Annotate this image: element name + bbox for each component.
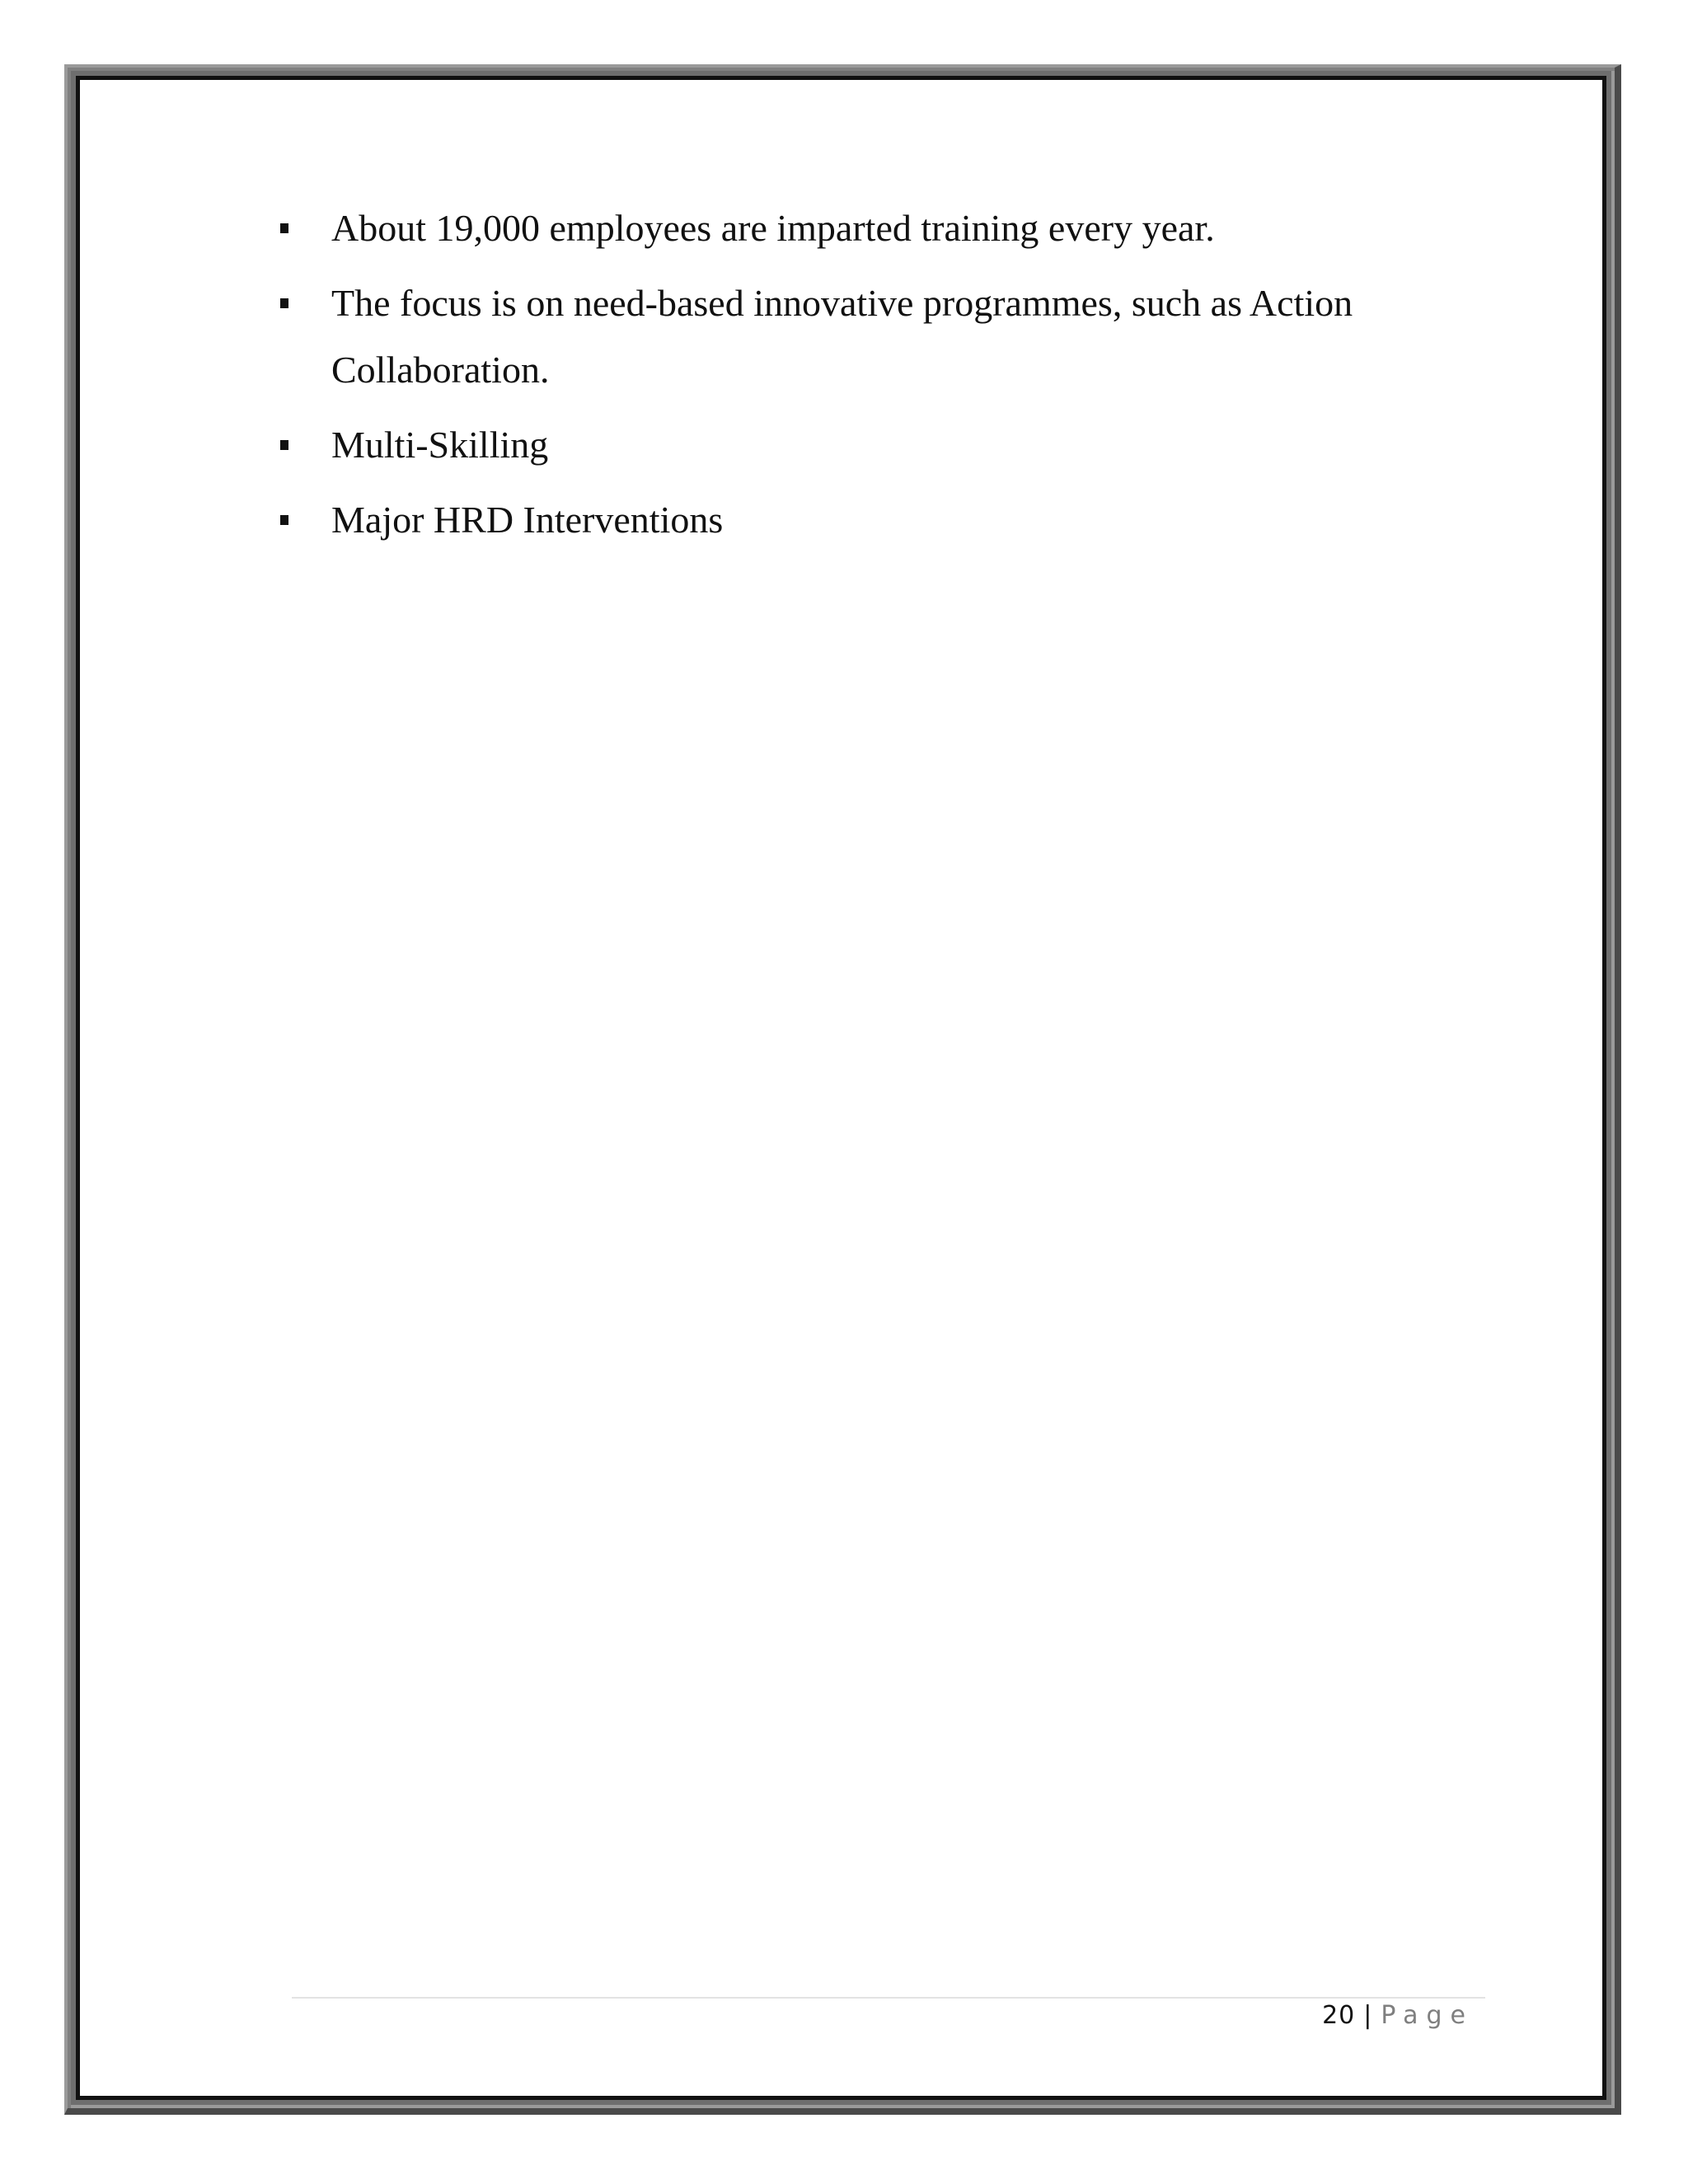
list-item: [280, 411, 1434, 478]
list-item: [280, 486, 1434, 553]
page-content: [280, 194, 1434, 561]
list-item: [280, 194, 1434, 261]
page-footer: [1322, 2001, 1474, 2030]
footer-divider: [292, 1997, 1485, 1999]
list-item-text: About 19,000 employees are imparted training every year.: [331, 207, 1215, 249]
list-item: [280, 269, 1434, 403]
square-bullet-icon: [280, 440, 288, 450]
page-number: 20: [1322, 2001, 1356, 2030]
list-item-text: The focus is on need-based innovative programmes, such as Action Collaboration.: [331, 282, 1353, 391]
list-item-text: Multi-Skilling: [331, 424, 549, 466]
bullet-list: [280, 194, 1434, 553]
square-bullet-icon: [280, 515, 288, 525]
list-item-text: Major HRD Interventions: [331, 499, 724, 541]
square-bullet-icon: [280, 223, 288, 233]
square-bullet-icon: [280, 298, 288, 308]
footer-separator: |: [1363, 2001, 1373, 2030]
page-label: Page: [1381, 2001, 1474, 2030]
